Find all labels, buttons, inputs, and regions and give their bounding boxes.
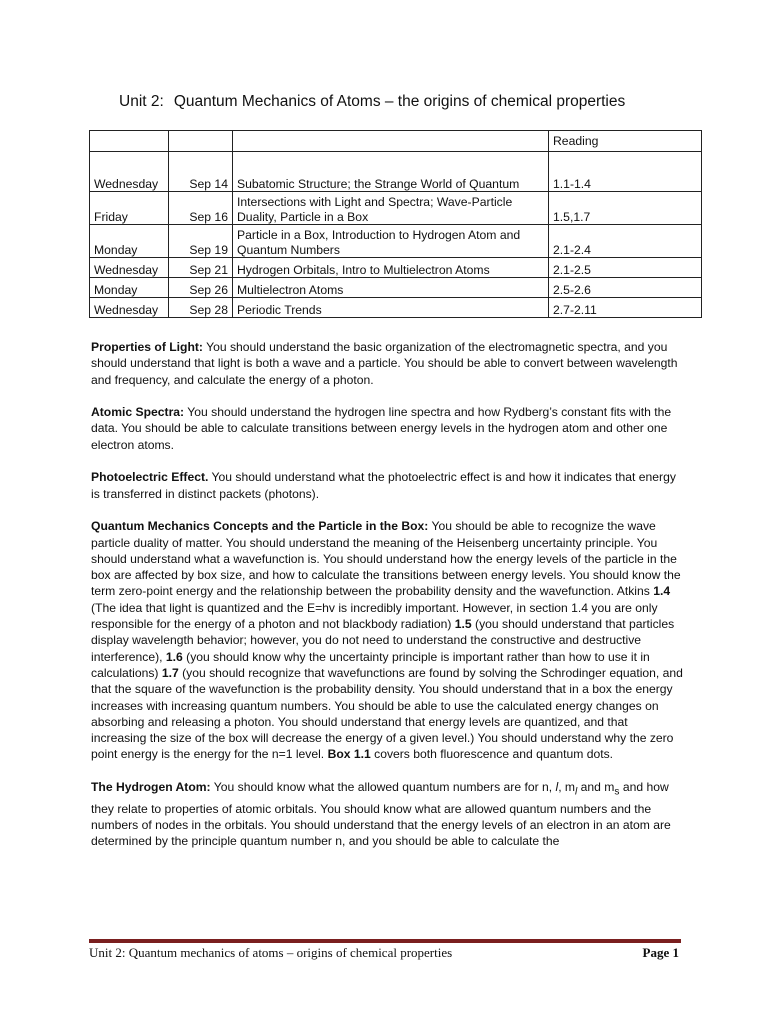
- section-ref: Box 1.1: [327, 747, 371, 762]
- section-text: You should be able to recognize the wave particle duality of matter. You should understand the meaning of the Heisenberg uncertainty principle. You should understand what a wavefunction is. You should understand how the energy levels of the particle in the box are affected by box size, and how to calculate the transitions between energy levels. You should know the term zero-point energy and the relationship between the probability density and the wavefunction. Atkins: [91, 519, 681, 599]
- day-cell: Monday: [90, 278, 169, 298]
- table-row: [90, 225, 702, 258]
- section-ref: 1.6: [165, 649, 183, 664]
- section-text: (you should recognize that wavefunctions are found by solving the Schrodinger equation, and that the square of the wavefunction is the probability density. You should understand that in a box the energy increases with increasing quantum numbers. You should be able to use the calculated energy changes on absorbing and releasing a photon. You should understand that energy levels are quantized, and that increasing the size of the box will decrease the energy of a given level.) You should understand why the zero point energy is the energy for the n=1 level.: [91, 665, 683, 762]
- date-cell: Sep 14: [169, 152, 233, 192]
- table-row: [90, 278, 702, 298]
- title-unit: Unit 2:: [119, 93, 164, 110]
- reading-cell: 1.1-1.4: [549, 152, 702, 192]
- section-text: You should know what the allowed quantum numbers are for n,: [210, 780, 556, 795]
- footer-title: Unit 2: Quantum mechanics of atoms – origins of chemical properties: [89, 945, 453, 960]
- section-text: You should understand the basic organization of the electromagnetic spectra, and you should understand that light is both a wave and a particle. You should be able to convert between wavelength and frequency, and calculate the energy of a photon.: [91, 340, 678, 387]
- section-text: (you should understand that particles display wavelength behavior; however, you do not need to understand the constructive and destructive interference),: [91, 617, 675, 664]
- section-text: and m: [577, 780, 615, 795]
- table-row: [90, 152, 702, 192]
- day-cell: Friday: [90, 192, 169, 225]
- section-heading: The Hydrogen Atom:: [91, 780, 211, 795]
- section-properties-of-light: [91, 339, 685, 388]
- page-number: Page 1: [642, 945, 679, 960]
- section-heading: Quantum Mechanics Concepts and the Particle in the Box:: [91, 519, 429, 534]
- page-title: [119, 93, 719, 111]
- section-heading: Properties of Light:: [91, 340, 203, 354]
- section-text: (The idea that light is quantized and the E=hv is incredibly important. However, in section 1.4 you are only responsible for the energy of a photon and not blackbody radiation): [91, 600, 658, 632]
- reading-cell: 2.1-2.4: [549, 225, 702, 258]
- day-cell: Wednesday: [90, 258, 169, 278]
- title-text: Quantum Mechanics of Atoms – the origins of chemical properties: [173, 93, 626, 110]
- section-text: You should understand the hydrogen line spectra and how Rydberg’s constant fits with the data. You should be able to calculate transitions between energy levels in the hydrogen atom and other one electron atoms.: [91, 405, 672, 452]
- topic-cell: Intersections with Light and Spectra; Wave-Particle Duality, Particle in a Box: [233, 192, 549, 225]
- date-cell: Sep 19: [169, 225, 233, 258]
- day-cell: Monday: [90, 225, 169, 258]
- table-row: [90, 258, 702, 278]
- section-photoelectric-effect: [91, 469, 685, 502]
- day-cell: Wednesday: [90, 298, 169, 318]
- page-footer: [89, 945, 681, 961]
- section-quantum-mechanics: [91, 518, 685, 762]
- date-cell: Sep 16: [169, 192, 233, 225]
- subscript-l: l: [575, 786, 578, 798]
- section-ref: 1.5: [454, 617, 472, 632]
- footer-rule: [89, 939, 681, 943]
- section-text: , m: [558, 780, 576, 795]
- section-heading: Photoelectric Effect.: [91, 470, 209, 485]
- section-heading: Atomic Spectra:: [91, 405, 185, 420]
- reading-header: Reading: [549, 131, 702, 152]
- section-text: You should understand what the photoelectric effect is and how it indicates that energy is transferred in distinct packets (photons).: [91, 470, 676, 501]
- section-hydrogen-atom: [91, 779, 685, 850]
- reading-cell: 2.1-2.5: [549, 258, 702, 278]
- section-text: (you should know why the uncertainty principle is important rather than how to use it in calculations): [91, 649, 650, 680]
- section-ref: 1.7: [161, 665, 179, 680]
- topic-cell: Particle in a Box, Introduction to Hydrogen Atom and Quantum Numbers: [233, 225, 549, 258]
- date-cell: Sep 26: [169, 278, 233, 298]
- table-row: [90, 298, 702, 318]
- table-header-row: [90, 131, 702, 152]
- body-text: [91, 339, 685, 866]
- section-atomic-spectra: [91, 404, 685, 453]
- topic-cell: Periodic Trends: [233, 298, 549, 318]
- date-cell: Sep 21: [169, 258, 233, 278]
- topic-cell: Multielectron Atoms: [233, 278, 549, 298]
- section-ref: 1.4: [653, 584, 671, 599]
- reading-cell: 2.7-2.11: [549, 298, 702, 318]
- topic-cell: Hydrogen Orbitals, Intro to Multielectron Atoms: [233, 258, 549, 278]
- subscript-s: s: [614, 786, 620, 798]
- schedule-table: [89, 130, 702, 318]
- topic-cell: Subatomic Structure; the Strange World of Quantum: [233, 152, 549, 192]
- section-text: covers both fluorescence and quantum dots.: [370, 747, 614, 762]
- section-text: and how they relate to properties of atomic orbitals. You should know what are allowed quantum numbers and the numbers of nodes in the orbitals. You should understand that the energy levels of an electron in an atom are determined by the principle quantum number n, and you should be able to calculate the: [91, 780, 671, 849]
- reading-cell: 2.5-2.6: [549, 278, 702, 298]
- date-cell: Sep 28: [169, 298, 233, 318]
- day-cell: Wednesday: [90, 152, 169, 192]
- table-row: [90, 192, 702, 225]
- quantum-number-l: l: [555, 780, 559, 795]
- reading-cell: 1.5,1.7: [549, 192, 702, 225]
